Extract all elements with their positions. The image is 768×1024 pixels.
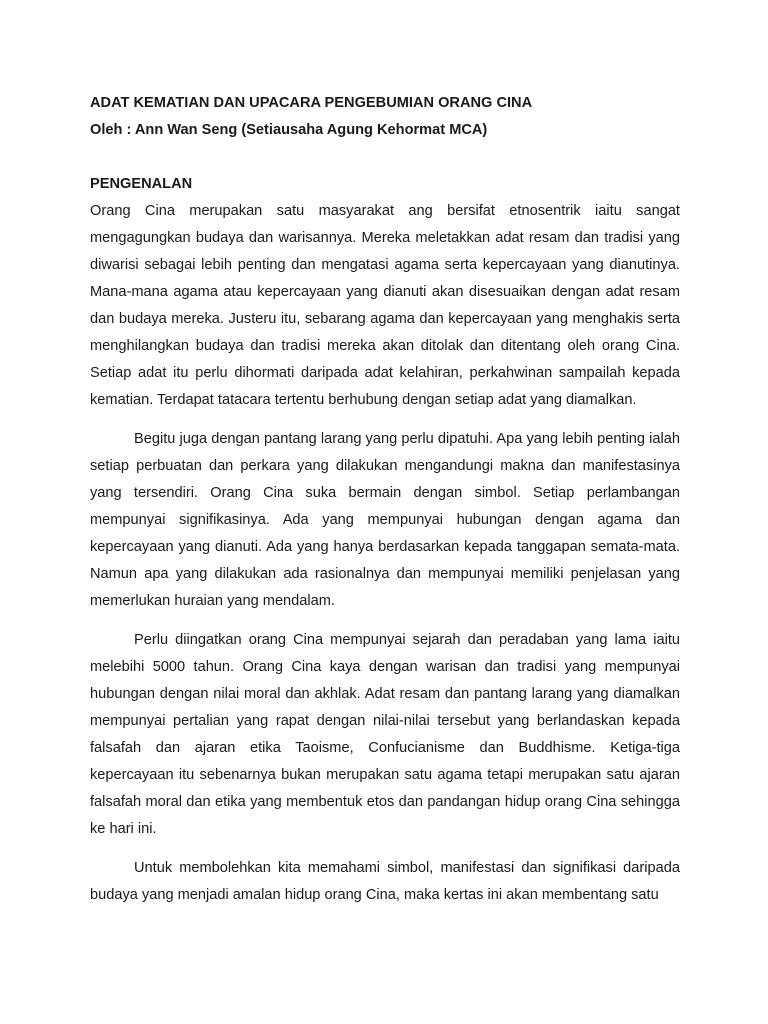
section-heading: PENGENALAN xyxy=(90,176,193,192)
paragraph-4: Untuk membolehkan kita memahami simbol, manifestasi dan signifikasi daripada budaya yang menjadi amalan hidup orang Cina, maka kertas ini akan membentang satu xyxy=(90,860,680,903)
document-author: Oleh : Ann Wan Seng (Setiausaha Agung Kehormat MCA) xyxy=(90,122,488,138)
paragraph-1: Orang Cina merupakan satu masyarakat ang bersifat etnosentrik iaitu sangat mengagungkan budaya dan warisannya. Mereka meletakkan adat resam dan tradisi yang diwarisi sebagai lebih penting dan mengatasi agama serta kepercayaan yang dianutinya. Mana-mana agama atau kepercayaan yang dianuti akan disesuaikan dengan adat resam dan budaya mereka. Justeru itu, sebarang agama dan kepercayaan yang menghakis serta menghilangkan budaya dan tradisi mereka akan ditolak dan ditentang oleh orang Cina. Setiap adat itu perlu dihormati daripada adat kelahiran, perkahwinan sampailah kepada kematian. Terdapat tatacara tertentu berhubung dengan setiap adat yang diamalkan. xyxy=(90,203,680,408)
paragraph-3: Perlu diingatkan orang Cina mempunyai sejarah dan peradaban yang lama iaitu melebihi 5000 tahun. Orang Cina kaya dengan warisan dan tradisi yang mempunyai hubungan dengan nilai moral dan akhlak. Adat resam dan pantang larang yang diamalkan mempunyai pertalian yang rapat dengan nilai-nilai tersebut yang berlandaskan kepada falsafah dan ajaran etika Taoisme, Confucianisme dan Buddhisme. Ketiga-tiga kepercayaan itu sebenarnya bukan merupakan satu agama tetapi merupakan satu ajaran falsafah moral dan etika yang membentuk etos dan pandangan hidup orang Cina sehingga ke hari ini. xyxy=(90,632,680,837)
document-title: ADAT KEMATIAN DAN UPACARA PENGEBUMIAN ORANG CINA xyxy=(90,95,533,111)
paragraph-2: Begitu juga dengan pantang larang yang perlu dipatuhi. Apa yang lebih penting ialah setiap perbuatan dan perkara yang dilakukan mengandungi makna dan manifestasinya yang tersendiri. Orang Cina suka bermain dengan simbol. Setiap perlambangan mempunyai signifikasinya. Ada yang mempunyai hubungan dengan agama dan kepercayaan yang dianuti. Ada yang hanya berdasarkan kepada tanggapan semata-mata. Namun apa yang dilakukan ada rasionalnya dan mempunyai memiliki penjelasan yang memerlukan huraian yang mendalam. xyxy=(90,431,680,609)
